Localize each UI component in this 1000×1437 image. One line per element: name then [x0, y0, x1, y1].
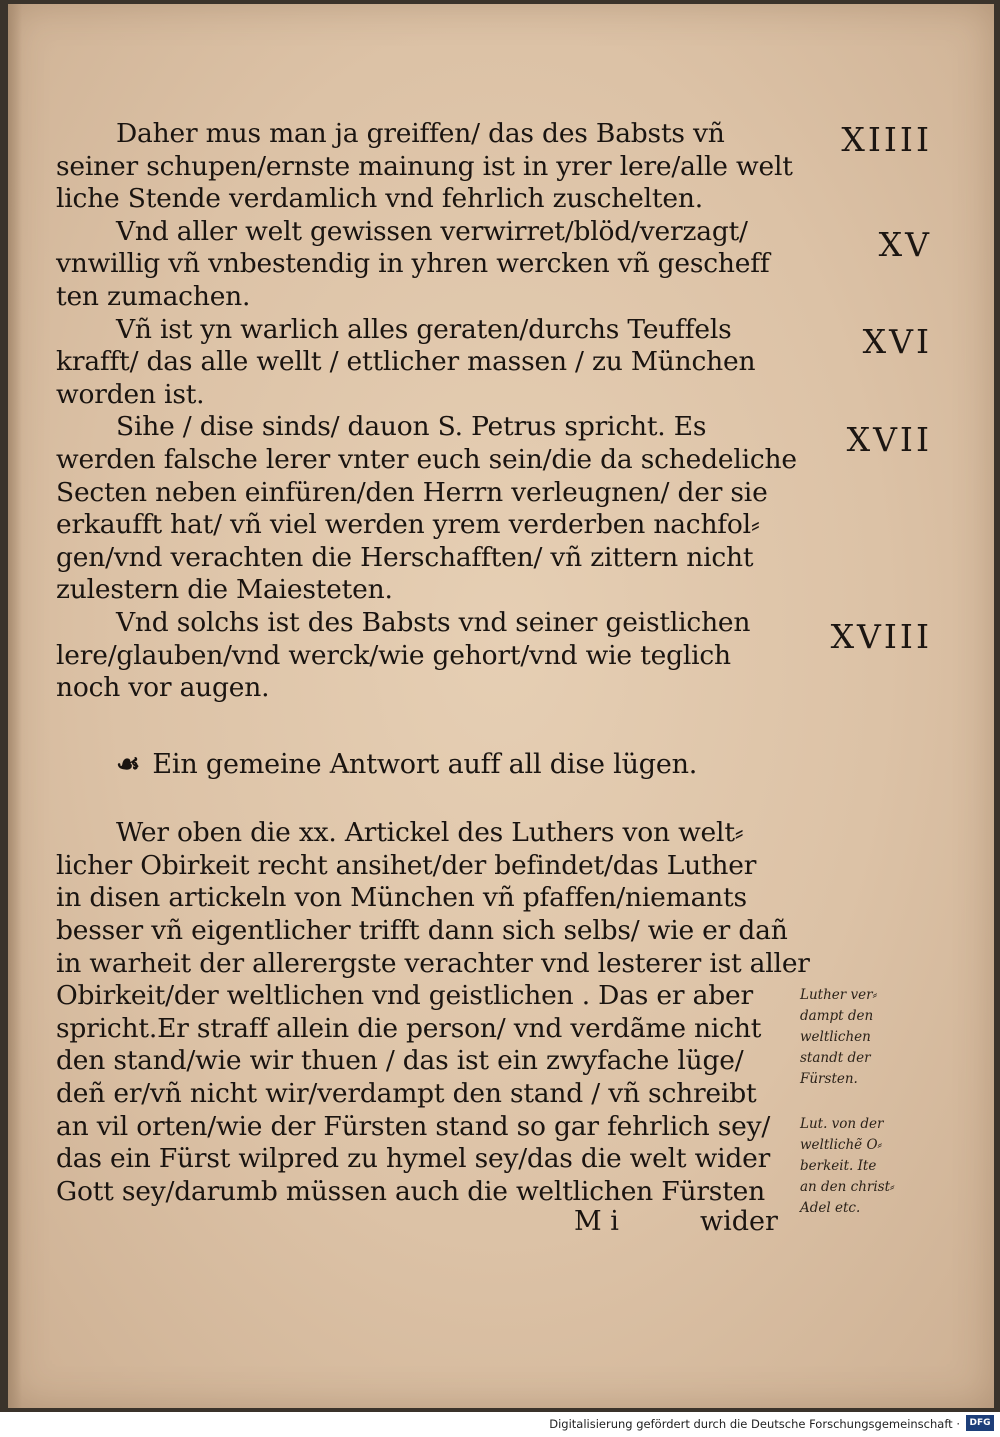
text-line: Wer oben die xx. Artickel des Luthers von welt⸗	[116, 817, 744, 849]
section-heading	[56, 749, 796, 782]
marginal-note	[800, 1114, 940, 1219]
text-line: krafft/ das alle wellt / ettlicher massen / zu München	[56, 346, 756, 378]
article-number: XVI	[862, 322, 932, 361]
catchword: wider	[700, 1206, 778, 1237]
article-number: XV	[878, 225, 932, 264]
text-line: Vnd solchs ist des Babsts vnd seiner geistlichen	[116, 606, 751, 638]
text-line: Gott sey/darumb müssen auch die weltlichen Fürsten	[56, 1175, 765, 1207]
text-line: deñ er/vñ nicht wir/verdampt den stand / vñ schreibt	[56, 1078, 757, 1110]
text-line: liche Stende verdamlich vnd fehrlich zuschelten.	[56, 183, 703, 215]
marginal-line: weltlichẽ O⸗	[800, 1137, 883, 1153]
text-line: Daher mus man ja greiffen/ das des Babsts vñ	[116, 118, 725, 149]
text-line: zulestern die Maiesteten.	[56, 574, 393, 606]
article-number: XIIII	[841, 120, 932, 159]
text-line: das ein Fürst wilpred zu hymel sey/das die welt wider	[56, 1143, 771, 1175]
text-line: erkaufft hat/ vñ viel werden yrem verderben nachfol⸗	[56, 509, 760, 541]
text-line: worden ist.	[56, 378, 205, 410]
text-line: Obirkeit/der weltlichen vnd geistlichen . Das er aber	[56, 980, 753, 1012]
text-line: besser vñ eigentlicher trifft dann sich selbs/ wie er dañ	[56, 915, 788, 947]
article-number: XVII	[846, 420, 932, 459]
text-line: noch vor augen.	[56, 672, 270, 704]
marginal-line: dampt den	[800, 1008, 874, 1024]
fleuron-icon: ☙	[116, 748, 141, 780]
text-line: werden falsche lerer vnter euch sein/die da schedeliche	[56, 443, 797, 475]
text-line: ten zumachen.	[56, 280, 251, 312]
text-line: spricht.Er straff allein die person/ vnd verdãme nicht	[56, 1012, 762, 1044]
text-line: Secten neben einfüren/den Herrn verleugnen/ der sie	[56, 476, 768, 508]
marginal-note	[800, 985, 940, 1090]
marginal-line: an den christ⸗	[800, 1179, 895, 1195]
signature-mark: M i	[574, 1206, 619, 1237]
marginal-line: Lut. von der	[800, 1116, 884, 1132]
text-line: in disen artickeln von München vñ pfaffen/niemants	[56, 882, 747, 914]
text-line: seiner schupen/ernste mainung ist in yrer lere/alle welt	[56, 150, 793, 182]
article-number: XVIII	[830, 617, 932, 656]
footer-credit: Digitalisierung gefördert durch die Deutsche Forschungsgemeinschaft ·	[549, 1417, 960, 1431]
paragraph-xv	[56, 216, 796, 314]
text-line: lere/glauben/vnd werck/wie gehort/vnd wie teglich	[56, 639, 731, 671]
paragraph-xvi	[56, 314, 796, 412]
text-line: den stand/wie wir thuen / das ist ein zwyfache lüge/	[56, 1045, 744, 1077]
text-line: an vil orten/wie der Fürsten stand so gar fehrlich sey/	[56, 1110, 771, 1142]
marginal-line: Adel etc.	[800, 1200, 861, 1216]
main-text	[56, 118, 810, 1208]
section-heading-text: Ein gemeine Antwort auff all dise lügen.	[152, 748, 698, 780]
text-line: licher Obirkeit recht ansihet/der befindet/das Luther	[56, 849, 757, 881]
dfg-logo-icon: DFG	[966, 1415, 994, 1431]
paragraph-xviii	[56, 607, 796, 705]
text-line: vnwillig vñ vnbestendig in yhren wercken vñ gescheff	[56, 248, 770, 280]
marginal-line: weltlichen	[800, 1029, 871, 1045]
text-line: Vñ ist yn warlich alles geraten/durchs Teuffels	[116, 313, 732, 345]
marginal-line: standt der	[800, 1050, 871, 1066]
text-line: Sihe / dise sinds/ dauon S. Petrus spricht. Es	[116, 411, 707, 443]
paragraph-answer	[56, 817, 810, 1208]
text-line: in warheit der allerergste verachter vnd lesterer ist aller	[56, 947, 810, 979]
marginal-line: Luther ver⸗	[800, 987, 878, 1003]
text-line: Vnd aller welt gewissen verwirret/blöd/verzagt/	[116, 215, 748, 247]
paragraph-xiiii	[56, 118, 796, 216]
page-gutter	[8, 4, 22, 1408]
marginal-line: berkeit. Ite	[800, 1158, 877, 1174]
marginal-line: Fürsten.	[800, 1071, 858, 1087]
paragraph-xvii	[56, 411, 796, 607]
text-line: gen/vnd verachten die Herschafften/ vñ zittern nicht	[56, 541, 754, 573]
